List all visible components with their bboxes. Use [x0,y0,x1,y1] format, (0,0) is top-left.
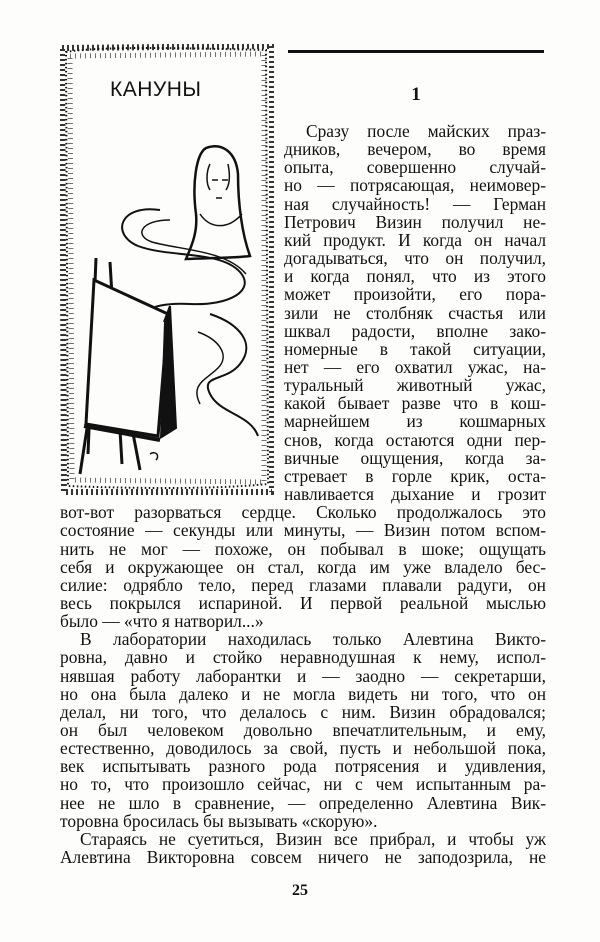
text-line: силие: одрябло тело, перед глазами плавали радуги, он [60,574,546,595]
text-line: было — «что я натворил...» [60,611,264,631]
text-line: нет — его охватил ужас, на- [284,356,546,377]
text-line: догадываться, что он получил, [284,248,546,268]
text-line: вичные ощущения, когда за- [284,447,546,468]
text-line: может произойти, его пора- [284,284,546,305]
chapter-title: КАНУНЫ [106,78,206,102]
text-line: нявшая работу лаборантки и — заодно — секретарши, [60,665,546,686]
text-line: номерные в такой ситуации, [284,338,546,359]
text-line: стревает в горле крик, оста- [284,465,546,486]
easel-and-woman-illustration [60,44,274,496]
text-line: он был человеком довольно впечатлительным, и ему, [60,719,546,740]
text-line: весь покрылся испариной. И первой реальной мыслью [60,592,546,613]
text-line: какой бывает разве что в кош- [284,393,546,414]
text-line: шквал радости, вполне зако- [284,320,546,341]
text-line: ровна, давно и стойко неравнодушная к нему, испол- [60,647,546,668]
text-line: нить не мог — похоже, он побывал в шоке; ощущать [60,538,546,559]
text-line: Петрович Визин получил не- [284,211,546,232]
text-line: ная случайность! — Герман [284,193,546,214]
text-line: естественно, доводилось за свой, пусть и небольшой пока, [60,738,546,759]
text-line: нее не шло в сравнение, — определенно Алевтина Вик- [60,792,546,813]
text-line: но — потрясающая, неимовер- [284,175,546,196]
text-line: опыта, совершенно случай- [284,157,546,178]
text-line: туральный животный ужас, [284,375,546,396]
text-line: себя и окружающее он стал, когда им уже владело бес- [60,556,546,577]
text-line: торовна бросилась бы вызывать «скорую». [60,810,378,831]
text-line: кий продукт. И когда он начал [284,229,546,250]
text-line: дников, вечером, во время [284,139,546,160]
text-line: навливается дыхание и грозит [284,484,546,504]
top-rule [288,50,544,53]
text-line: Сразу после майских праз- [306,121,546,141]
text-line: делал, ни того, что делалось с ним. Визин обрадовался; [60,701,546,722]
chapter-illustration [60,44,274,503]
text-line: снов, когда остаются одни пер- [284,429,546,450]
text-line: Алевтина Викторовна совсем ничего не заподозрила, не [60,847,546,867]
text-line: но она была далеко и не могла видеть ни того, что он [60,683,546,704]
text-line: В лаборатории находилась только Алевтина Викто- [80,629,546,650]
section-number: 1 [411,84,421,105]
text-line: состояние — секунды или минуты, — Визин потом вспом- [60,520,546,541]
text-line: век испытывать разного рода потрясения и удивления, [60,756,546,777]
text-line: вот-вот разорваться сердце. Сколько продолжалось это [60,502,546,523]
text-line: и когда понял, что из этого [284,266,546,287]
text-line: марнейшем из кошмарных [284,411,546,432]
text-line: зили не столбняк счастья или [284,302,546,323]
text-line: Стараясь не суетиться, Визин все прибрал, и чтобы уж [80,828,546,849]
text-line: но то, что произошло сейчас, ни с чем испытанным ра- [60,774,546,795]
page-number: 25 [292,882,308,899]
